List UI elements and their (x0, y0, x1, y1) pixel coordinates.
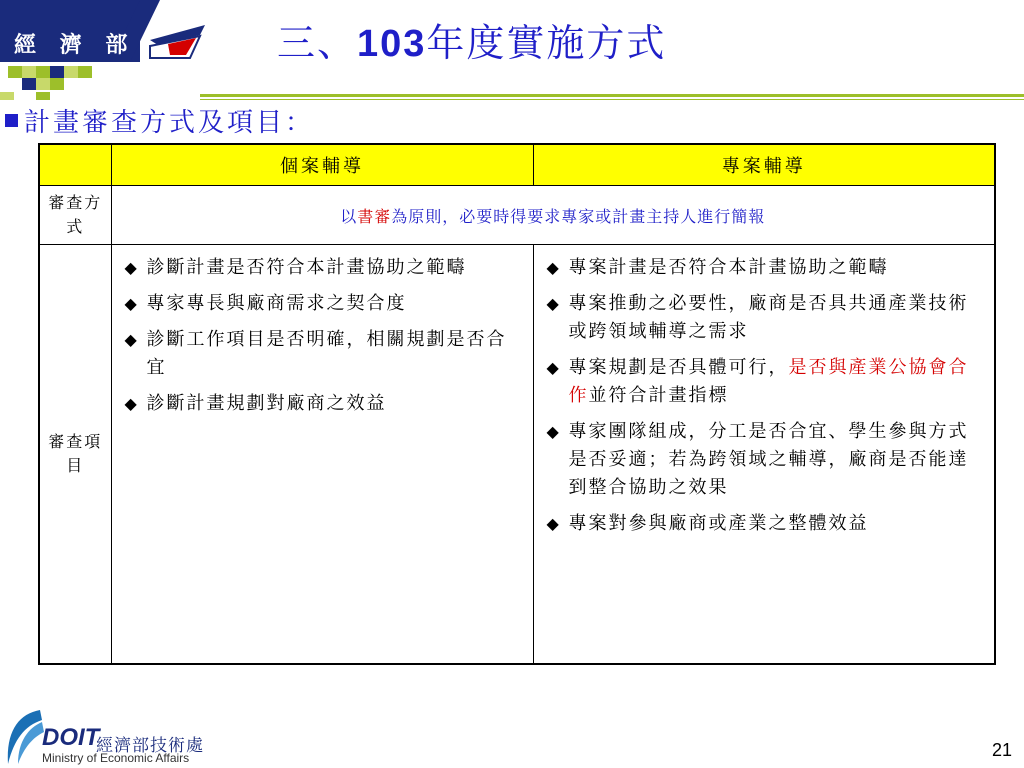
review-text-part: 為原則，必要時得要求專家或計畫主持人進行簡報 (391, 206, 766, 226)
title-prefix: 三、 (277, 21, 358, 65)
list-item-text: 專案規劃是否具體可行， (568, 357, 789, 378)
doit-logo-text: DOIT (42, 724, 100, 751)
column-header-individual: 個案輔導 (111, 144, 533, 186)
diamond-bullet-icon: ◆ (124, 258, 139, 277)
table-row-review-method (39, 186, 995, 245)
list-item-text: 專案推動之必要性，廠商是否具共通產業技術或跨領域輔導之需求 (568, 293, 969, 342)
list-item-text: 專案計畫是否符合本計畫協助之範疇 (568, 257, 889, 278)
column-header-project: 專案輔導 (533, 144, 995, 186)
diamond-bullet-icon: ◆ (546, 422, 561, 441)
project-items-list (535, 246, 994, 554)
diamond-bullet-icon: ◆ (546, 514, 561, 533)
list-item-text: 專家團隊組成，分工是否合宜、學生參與方式是否妥適；若為跨領域之輔導，廠商是否能達到整合協助之效果 (568, 421, 969, 498)
list-item (547, 510, 984, 538)
org-name-en: Ministry of Economic Affairs (42, 751, 190, 765)
list-item-highlight: 是否與產業公協會合作 (568, 357, 969, 406)
diamond-bullet-icon: ◆ (124, 330, 139, 349)
list-item-text: 專案對參與廠商或產業之整體效益 (568, 513, 869, 534)
section-heading-text: 計畫審查方式及項目： (24, 108, 315, 138)
list-item (547, 254, 984, 282)
list-item (125, 254, 522, 282)
title-rule (200, 94, 1024, 97)
diamond-bullet-icon: ◆ (124, 294, 139, 313)
table-row-review-items (39, 245, 995, 665)
table-corner-cell (39, 144, 111, 186)
list-item (547, 418, 984, 502)
list-item (547, 290, 984, 346)
list-item (125, 326, 522, 382)
page-title (277, 12, 666, 67)
list-item-text: 診斷計畫規劃對廠商之效益 (146, 393, 387, 414)
list-item-text: 診斷計畫是否符合本計畫協助之範疇 (146, 257, 467, 278)
diamond-bullet-icon: ◆ (124, 394, 139, 413)
diamond-bullet-icon: ◆ (546, 358, 561, 377)
individual-items-list (113, 246, 532, 434)
review-table (38, 143, 996, 665)
diamond-bullet-icon: ◆ (546, 258, 561, 277)
title-suffix: 年度實施方式 (426, 21, 667, 65)
list-item-text: 並符合計畫指標 (588, 385, 729, 406)
list-item (125, 390, 522, 418)
review-text-highlight: 書審 (357, 206, 392, 226)
review-text-part: 以 (340, 206, 358, 226)
list-item-text: 專家專長與廠商需求之契合度 (146, 293, 407, 314)
title-rule-thin (200, 99, 1024, 100)
page-number: 21 (991, 740, 1012, 760)
diamond-bullet-icon: ◆ (546, 294, 561, 313)
list-item-text: 診斷工作項目是否明確，相關規劃是否合宜 (146, 329, 507, 378)
list-item (547, 354, 984, 410)
doit-swoosh-icon (4, 706, 44, 766)
row-label-review-items: 審查項目 (39, 245, 111, 665)
org-name-cn: 經濟部技術處 (96, 736, 204, 756)
individual-items-cell (111, 245, 533, 665)
project-items-cell (533, 245, 995, 665)
title-number: 103 (357, 23, 427, 65)
square-bullet-icon (5, 114, 18, 127)
table-header-row (39, 144, 995, 186)
row-label-review-method: 審查方式 (39, 186, 111, 245)
section-heading (5, 102, 314, 139)
list-item (125, 290, 522, 318)
review-method-text (111, 186, 995, 245)
brand-name: 經 濟 部 (14, 33, 136, 58)
